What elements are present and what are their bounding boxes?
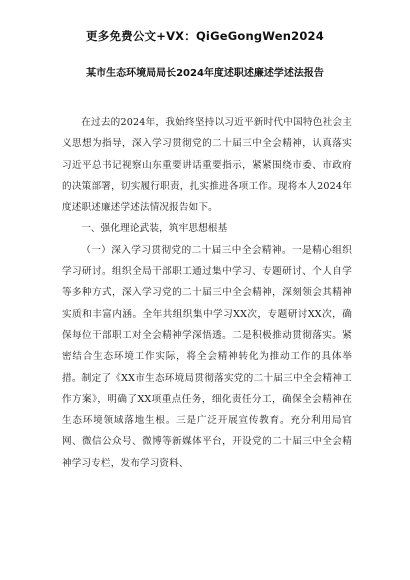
subsection-paragraph-1: [62, 240, 352, 474]
document-title: 某市生态环境局局长2024年度述职述廉述学述法报告: [86, 68, 324, 79]
watermark-header: 更多免费公文+VX：QiGeGongWen2024: [86, 29, 324, 43]
document-body: [62, 112, 352, 474]
intro-paragraph: 在过去的2024年，我始终坚持以习近平新时代中国特色社会主义思想为指导，深入学习贯彻党的二十届三中全会精神，认真落实习近平总书记视察山东重要讲话重要指示，紧紧围绕市委、市政府的决策部署，切实履行职责，扎实推进各项工作。现将本人2024年度述职述廉述学述法情况报告如下。: [62, 117, 352, 214]
subsection-heading-1: （一）深入学习贯彻党的二十届三中全会精神。: [81, 244, 293, 256]
subsection-body-1: 一是精心组织学习研讨。组织全局干部职工通过集中学习、专题研讨、个人自学等多种方式，深入学习党的二十届三中全会精神，深刻领会其精神实质和丰富内涵。全年共组织集中学习XX次，专题研讨XX次，确保每位干部职工对全会精神学深悟透。二是积极推动贯彻落实。紧密结合生态环境工作实际，将全会精神转化为推动工作的具体举措。制定了《XX市生态环境局贯彻落实党的二十届三中全会精神工作方案》，明确了XX项重点任务，细化责任分工，确保全会精神在生态环境领域落地生根。三是广泛开展宣传教育。充分利用局官网、微信公众号、微博等新媒体平台，开设党的二十届三中全会精神学习专栏，发布学习资料、: [62, 244, 352, 469]
section-heading-1: 一、强化理论武装，筑牢思想根基: [81, 223, 228, 235]
